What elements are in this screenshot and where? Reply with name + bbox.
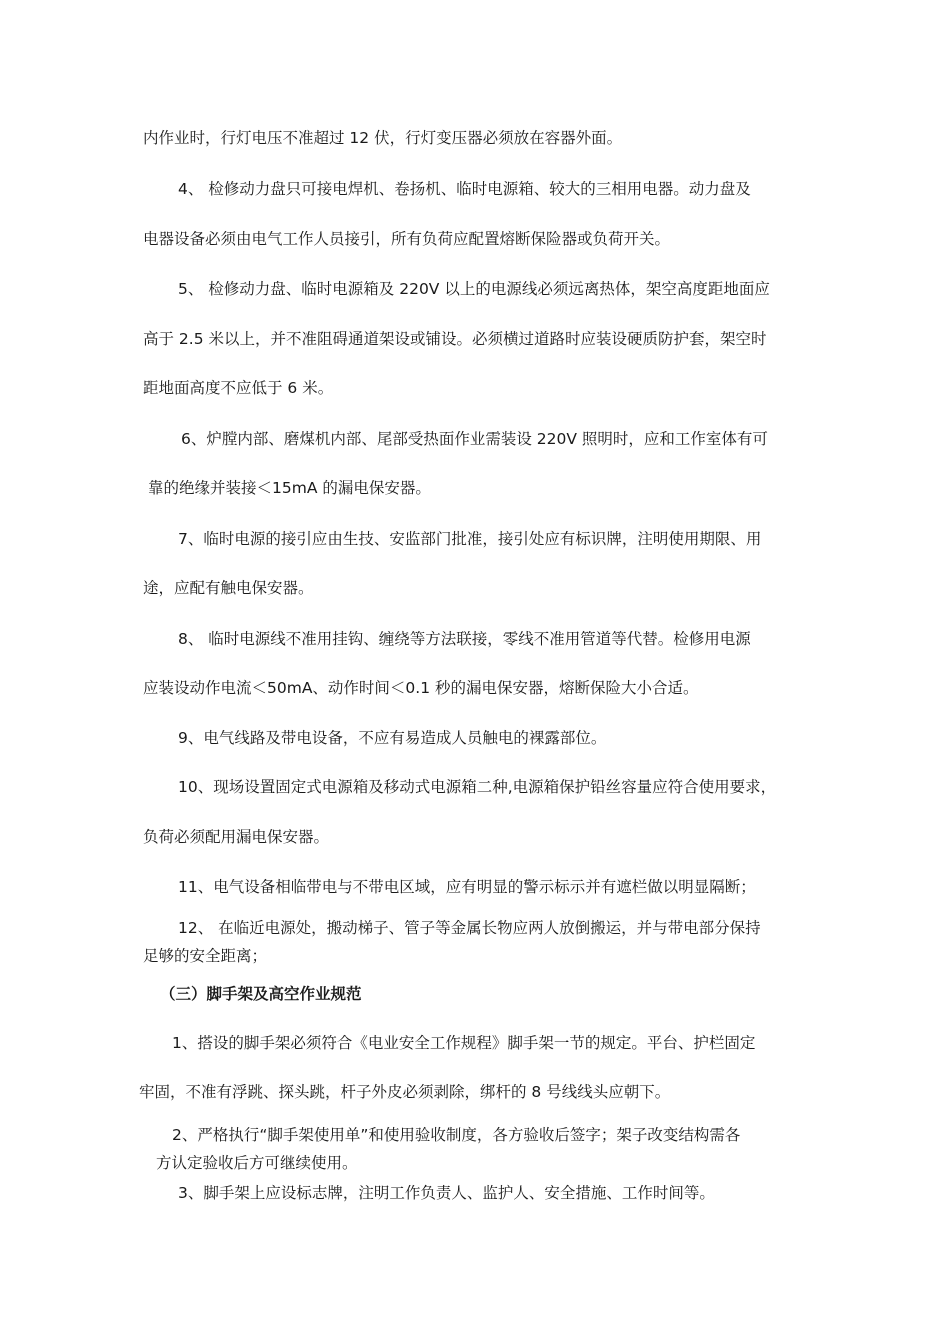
text-line: 内作业时，行灯电压不准超过 12 伏，行灯变压器必须放在容器外面。 bbox=[143, 129, 623, 147]
text-line: 8、 临时电源线不准用挂钩、缠绕等方法联接，零线不准用管道等代替。检修用电源 bbox=[178, 630, 751, 648]
text-line: 6、炉膛内部、磨煤机内部、尾部受热面作业需装设 220V 照明时，应和工作室体有可 bbox=[181, 430, 768, 448]
text-line: 4、 检修动力盘只可接电焊机、卷扬机、临时电源箱、较大的三相用电器。动力盘及 bbox=[178, 180, 751, 198]
text-line: 途，应配有触电保安器。 bbox=[143, 579, 314, 597]
text-line: 3、脚手架上应设标志牌，注明工作负责人、监护人、安全措施、工作时间等。 bbox=[178, 1184, 715, 1202]
text-line: 方认定验收后方可继续使用。 bbox=[156, 1154, 358, 1172]
text-line: 电器设备必须由电气工作人员接引，所有负荷应配置熔断保险器或负荷开关。 bbox=[143, 230, 671, 248]
text-line: 牢固，不准有浮跳、探头跳，杆子外皮必须剥除，绑杆的 8 号线线头应朝下。 bbox=[139, 1083, 671, 1101]
section-heading: （三）脚手架及高空作业规范 bbox=[160, 985, 362, 1003]
text-line: 5、 检修动力盘、临时电源箱及 220V 以上的电源线必须远离热体，架空高度距地面应 bbox=[178, 280, 770, 298]
text-line: 应装设动作电流＜50mA、动作时间＜0.1 秒的漏电保安器，熔断保险大小合适。 bbox=[143, 679, 699, 697]
text-line: 2、严格执行“脚手架使用单”和使用验收制度，各方验收后签字；架子改变结构需各 bbox=[172, 1126, 741, 1144]
text-line: 高于 2.5 米以上，并不准阻碍通道架设或铺设。必须横过道路时应装设硬质防护套，架空时 bbox=[143, 330, 767, 348]
text-line: 12、 在临近电源处，搬动梯子、管子等金属长物应两人放倒搬运，并与带电部分保持 bbox=[178, 919, 761, 937]
text-line: 距地面高度不应低于 6 米。 bbox=[143, 379, 334, 397]
text-line: 负荷必须配用漏电保安器。 bbox=[143, 828, 330, 846]
text-line: 1、搭设的脚手架必须符合《电业安全工作规程》脚手架一节的规定。平台、护栏固定 bbox=[172, 1034, 756, 1052]
text-line: 9、电气线路及带电设备，不应有易造成人员触电的裸露部位。 bbox=[178, 729, 607, 747]
text-line: 靠的绝缘并装接＜15mA 的漏电保安器。 bbox=[148, 479, 431, 497]
text-line: 7、临时电源的接引应由生技、安监部门批准，接引处应有标识牌，注明使用期限、用 bbox=[178, 530, 762, 548]
text-line: 11、电气设备相临带电与不带电区域，应有明显的警示标示并有遮栏做以明显隔断； bbox=[178, 878, 756, 896]
text-line: 足够的安全距离； bbox=[143, 947, 268, 965]
text-line: 10、现场设置固定式电源箱及移动式电源箱二种,电源箱保护铅丝容量应符合使用要求， bbox=[178, 778, 777, 796]
